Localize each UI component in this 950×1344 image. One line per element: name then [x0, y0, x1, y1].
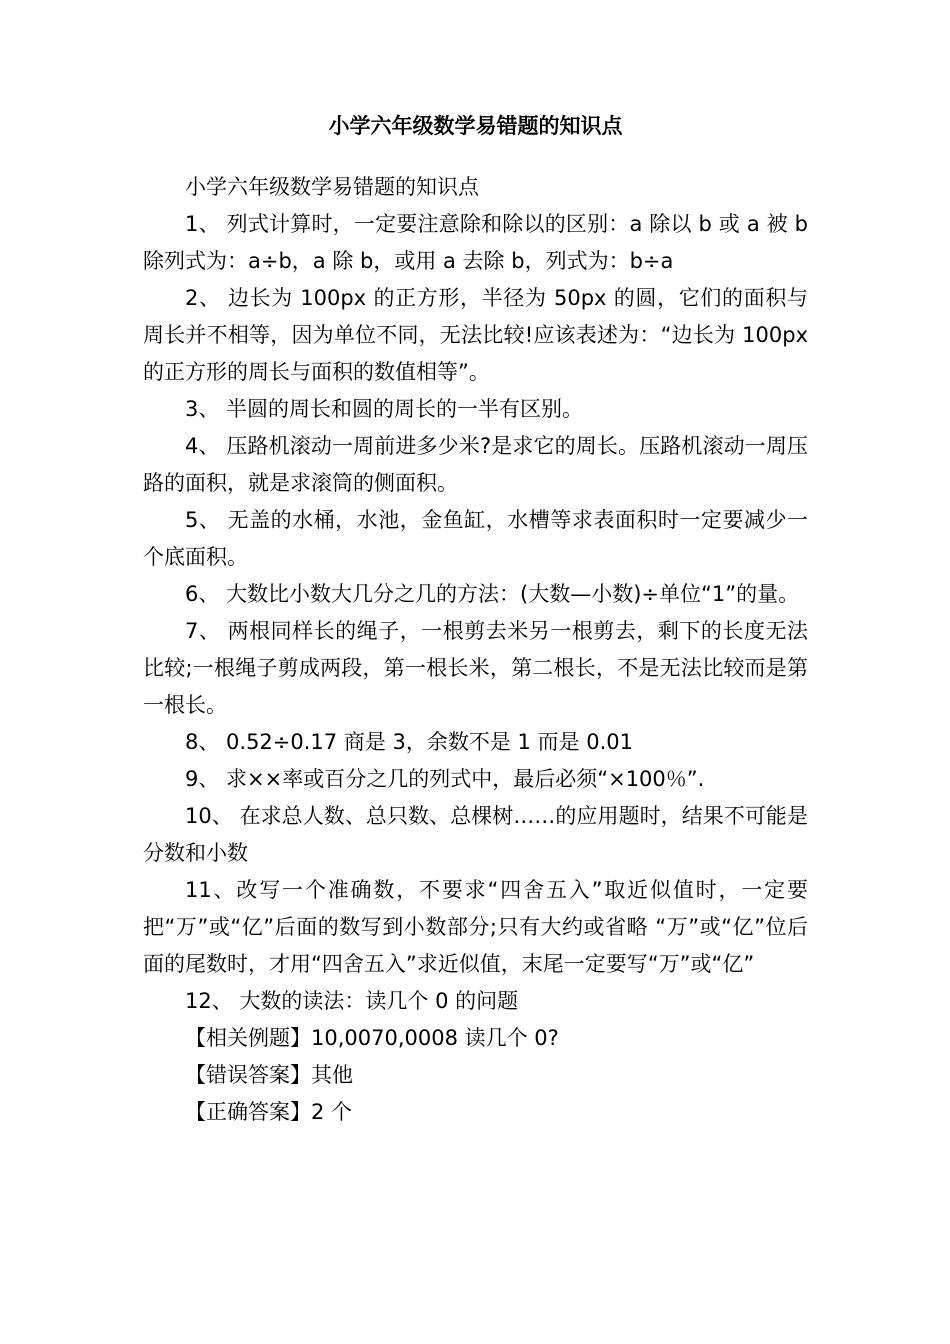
- paragraph-item-8: 8、 0.52÷0.17 商是 3，余数不是 1 而是 0.01: [185, 730, 634, 754]
- paragraph-item-12: 12、 大数的读法：读几个 0 的问题: [185, 989, 519, 1013]
- paragraph-item-5: 5、 无盖的水桶，水池，金鱼缸，水槽等求表面积时一定要减少一个底面积。: [143, 508, 808, 569]
- paragraph-correct-answer: 【正确答案】2 个: [185, 1100, 353, 1124]
- document-body: [143, 169, 808, 1131]
- paragraph-item-4: 4、 压路机滚动一周前进多少米?是求它的周长。压路机滚动一周压路的面积，就是求滚筒的侧面积。: [143, 434, 808, 495]
- paragraph-item-3: 3、 半圆的周长和圆的周长的一半有区别。: [185, 397, 584, 421]
- paragraph-example: 【相关例题】10,0070,0008 读几个 0?: [185, 1026, 559, 1050]
- paragraph-wrong-answer: 【错误答案】其他: [185, 1063, 353, 1087]
- paragraph-heading: 小学六年级数学易错题的知识点: [185, 175, 479, 199]
- paragraph-item-1: 1、 列式计算时，一定要注意除和除以的区别：a 除以 b 或 a 被 b 除列式为：a÷b，a 除 b，或用 a 去除 b，列式为：b÷a: [143, 212, 808, 273]
- paragraph-item-2: 2、 边长为 100px 的正方形，半径为 50px 的圆，它们的面积与周长并不相等，因为单位不同，无法比较!应该表述为：“边长为 100px 的正方形的周长与面积的数值相等”。: [143, 286, 808, 384]
- document-title: 小学六年级数学易错题的知识点: [328, 114, 623, 138]
- paragraph-item-11: 11、改写一个准确数，不要求“四舍五入”取近似值时，一定要把“万”或“亿”后面的数写到小数部分;只有大约或省略 “万”或“亿”位后面的尾数时，才用“四舍五入”求近似值，末尾一定要写“万”或“亿”: [143, 878, 808, 976]
- paragraph-item-7: 7、 两根同样长的绳子，一根剪去米另一根剪去，剩下的长度无法比较;一根绳子剪成两段，第一根长米，第二根长，不是无法比较而是第一根长。: [143, 619, 808, 717]
- paragraph-item-9: 9、 求××率或百分之几的列式中，最后必须“×100％”.: [185, 767, 705, 791]
- paragraph-item-10: 10、 在求总人数、总只数、总棵树……的应用题时，结果不可能是分数和小数: [143, 804, 808, 865]
- paragraph-item-6: 6、 大数比小数大几分之几的方法：(大数—小数)÷单位“1”的量。: [185, 582, 800, 606]
